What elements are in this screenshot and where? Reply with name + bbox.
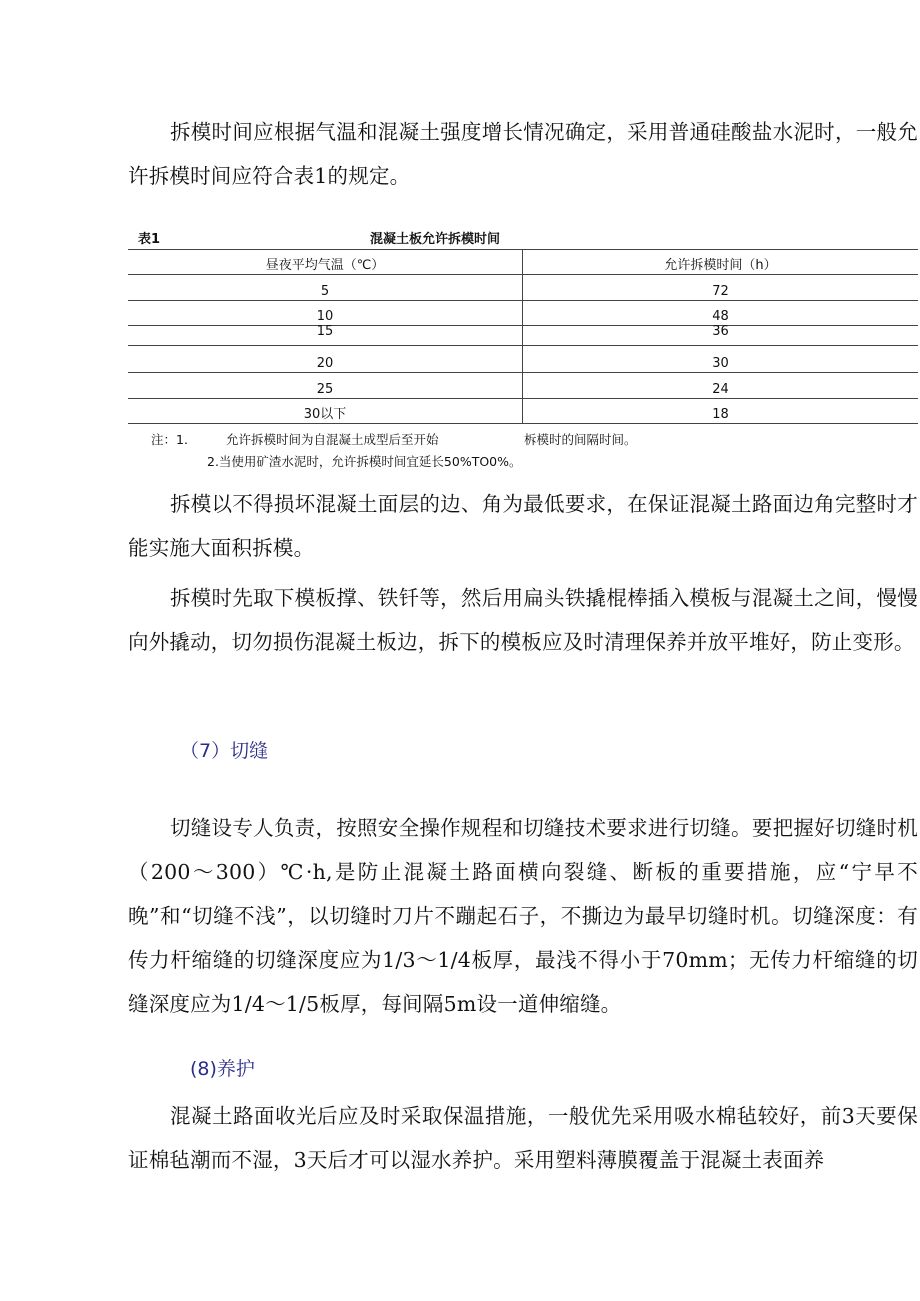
cell-hours: 72	[712, 284, 729, 299]
table-row	[128, 274, 918, 300]
paragraph-joint-cutting: 切缝设专人负责，按照安全操作规程和切缝技术要求进行切缝。要把握好切缝时机（200～300）℃·h,是防止混凝土路面横向裂缝、断板的重要措施，应“宁早不晚”和“切缝不浅”，以切缝时刀片不蹦起石子，不撕边为最早切缝时机。切缝深度：有传力杆缩缝的切缝深度应为1/3～1/4板厚，最浅不得小于70mm；无传力杆缩缝的切缝深度应为1/4～1/5板厚，每间隔5m设一道伸缩缝。	[128, 816, 918, 1016]
cell-temperature: 10	[128, 301, 523, 325]
table-header-row	[128, 249, 918, 274]
note-prefix: 注：1.	[151, 432, 188, 447]
header-demolding-time: 允许拆模时间（h）	[664, 258, 777, 273]
cell-temperature: 5	[128, 275, 523, 300]
paragraph-curing: 混凝土路面收光后应及时采取保温措施，一般优先采用吸水棉毡较好，前3天要保证棉毡潮而不湿，3天后才可以湿水养护。采用塑料薄膜覆盖于混凝土表面养	[128, 1104, 918, 1172]
table-row	[128, 372, 918, 398]
cell-temperature: 15	[128, 326, 523, 345]
heading-joint-cutting: （7）切缝	[180, 740, 269, 762]
table-note-2: 2.当使用矿渣水泥时，允许拆模时间宜延长50%TO0%。	[207, 454, 522, 469]
cell-temperature: 30以下	[128, 399, 523, 423]
heading-curing: (8)养护	[190, 1058, 255, 1080]
table-note-1	[151, 430, 637, 448]
cell-hours: 24	[712, 382, 729, 397]
cell-temperature: 20	[128, 346, 523, 372]
cell-hours: 30	[712, 356, 729, 371]
paragraph-demolding-procedure: 拆模时先取下模板撑、铁钎等，然后用扁头铁撬棍棒插入模板与混凝土之间，慢慢向外撬动，切勿损伤混凝土板边，拆下的模板应及时清理保养并放平堆好，防止变形。	[128, 586, 918, 654]
paragraph-demolding-requirement: 拆模以不得损坏混凝土面层的边、角为最低要求，在保证混凝土路面边角完整时才能实施大面积拆模。	[128, 492, 918, 560]
table-row	[128, 300, 918, 325]
paragraph-demolding-time: 拆模时间应根据气温和混凝土强度增长情况确定，采用普通硅酸盐水泥时，一般允许拆模时间应符合表1的规定。	[128, 120, 918, 188]
table-row	[128, 398, 918, 424]
table-title: 混凝土板允许拆模时间	[370, 232, 501, 247]
table-caption	[128, 228, 918, 248]
demolding-time-table	[128, 249, 918, 424]
table-row	[128, 345, 918, 372]
cell-hours: 18	[712, 407, 729, 422]
cell-hours: 36	[712, 324, 729, 339]
cell-hours: 48	[712, 309, 729, 324]
header-temperature: 昼夜平均气温（℃）	[128, 250, 523, 274]
note-1-text-b: 柝模时的间隔时间。	[524, 432, 637, 447]
note-1-text-a: 允许拆模时间为自混凝土成型后至开始	[226, 432, 439, 447]
table-label: 表1	[138, 232, 161, 247]
cell-temperature: 25	[128, 373, 523, 398]
table-row	[128, 325, 918, 345]
